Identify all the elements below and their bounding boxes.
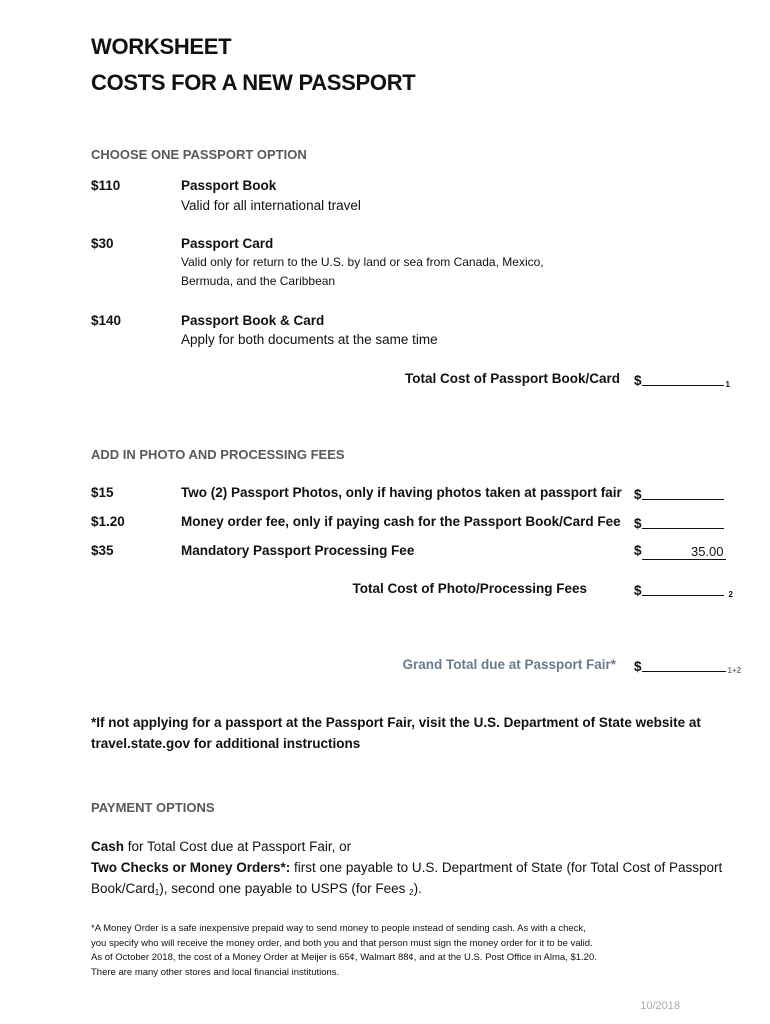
title-line-2: COSTS FOR A NEW PASSPORT: [91, 70, 416, 95]
fine-print-line-3: As of October 2018, the cost of a Money Order at Meijer is 65¢, Walmart 88¢, and at the U.S. Post Office in Alma, $1.20.: [91, 952, 597, 963]
fees-heading: ADD IN PHOTO AND PROCESSING FEES: [91, 447, 345, 462]
passport-total-dollar: $: [634, 373, 642, 388]
fee-processing-dollar: $: [634, 543, 642, 558]
money-order-fine-print: [91, 922, 691, 980]
payment-checks-sub-1: 1: [154, 888, 160, 897]
passport-total-sub: 1: [725, 380, 730, 389]
fine-print-line-1: *A Money Order is a safe inexpensive prepaid way to send money to people instead of sending cash. As with a check,: [91, 923, 586, 934]
fee-photos-price: $15: [91, 485, 114, 500]
payment-checks-rest-1: first one payable to U.S. Department of State (for Total Cost of Passport: [290, 860, 723, 875]
fee-photos-field[interactable]: [634, 485, 724, 502]
options-heading: CHOOSE ONE PASSPORT OPTION: [91, 147, 307, 162]
payment-checks-rest-2b: ), second one payable to USPS (for Fees: [159, 881, 410, 896]
fee-money-order-field[interactable]: [634, 514, 724, 531]
option-card-name: Passport Card: [181, 236, 274, 251]
payment-checks-line-2: [91, 878, 741, 903]
fee-processing-price: $35: [91, 543, 114, 558]
passport-total-label: Total Cost of Passport Book/Card: [404, 371, 620, 386]
option-both-name: Passport Book & Card: [181, 313, 325, 328]
fee-money-order-value[interactable]: [642, 515, 724, 529]
option-both-desc: Apply for both documents at the same time: [181, 332, 438, 347]
fee-photos-value[interactable]: [642, 486, 724, 500]
grand-total-label: Grand Total due at Passport Fair*: [402, 657, 616, 672]
payment-cash-line: [91, 836, 741, 857]
fee-photos-dollar: $: [634, 487, 642, 502]
grand-total-dollar: $: [634, 659, 642, 674]
payment-cash-bold: Cash: [91, 839, 125, 854]
option-both-price: $140: [91, 313, 122, 328]
option-book-price: $110: [91, 178, 121, 193]
fees-total-blank[interactable]: [642, 582, 724, 596]
fees-total-dollar: $: [634, 583, 642, 598]
payment-cash-rest: for Total Cost due at Passport Fair, or: [124, 839, 352, 854]
payment-checks-bold: Two Checks or Money Orders*:: [91, 860, 291, 875]
fine-print-line-4: There are many other stores and local financial institutions.: [91, 966, 340, 978]
grand-total-sub: 1+2: [727, 666, 742, 675]
note-line-1: *If not applying for a passport at the Passport Fair, visit the U.S. Department of State website at: [91, 715, 701, 730]
fee-money-order-dollar: $: [634, 516, 642, 531]
option-book-name: Passport Book: [181, 178, 277, 193]
passport-total-field[interactable]: [634, 371, 730, 389]
grand-total-blank[interactable]: [642, 658, 726, 672]
fine-print-line-2: you specify who will receive the money order, and both you and that person must sign the money order for it to be valid.: [91, 937, 593, 949]
payment-options-text: [91, 836, 741, 903]
option-card-price: $30: [91, 236, 114, 251]
payment-checks-rest-2a: Book/Card: [91, 881, 155, 896]
footer-date: 10/2018: [640, 1000, 680, 1012]
fees-total-field[interactable]: [634, 581, 733, 599]
note-line-2: travel.state.gov for additional instructions: [91, 736, 361, 751]
payment-checks-sub-2: 2: [409, 888, 414, 897]
fee-photos-name: Two (2) Passport Photos, only if having photos taken at passport fair: [181, 485, 622, 500]
grand-total-field[interactable]: [634, 657, 741, 675]
fees-total-label: Total Cost of Photo/Processing Fees: [352, 581, 587, 596]
payment-checks-line: [91, 857, 741, 878]
fee-processing-field[interactable]: [634, 543, 726, 559]
fee-processing-name: Mandatory Passport Processing Fee: [181, 543, 415, 558]
option-card-desc-1: Valid only for return to the U.S. by land or sea from Canada, Mexico,: [181, 255, 544, 269]
fee-money-order-name: Money order fee, only if paying cash for the Passport Book/Card Fee: [181, 514, 621, 529]
passport-fair-note: [91, 712, 731, 754]
payment-heading: PAYMENT OPTIONS: [91, 800, 215, 815]
payment-checks-rest-2c: ).: [413, 881, 422, 896]
fees-total-sub: 2: [728, 590, 733, 599]
fee-money-order-price: $1.20: [91, 514, 125, 529]
passport-total-blank[interactable]: [642, 372, 724, 386]
option-book-desc: Valid for all international travel: [181, 198, 361, 213]
option-card-desc-2: Bermuda, and the Caribbean: [181, 274, 336, 288]
fee-processing-value[interactable]: 35.00: [642, 546, 726, 560]
title-line-1: WORKSHEET: [91, 34, 232, 59]
